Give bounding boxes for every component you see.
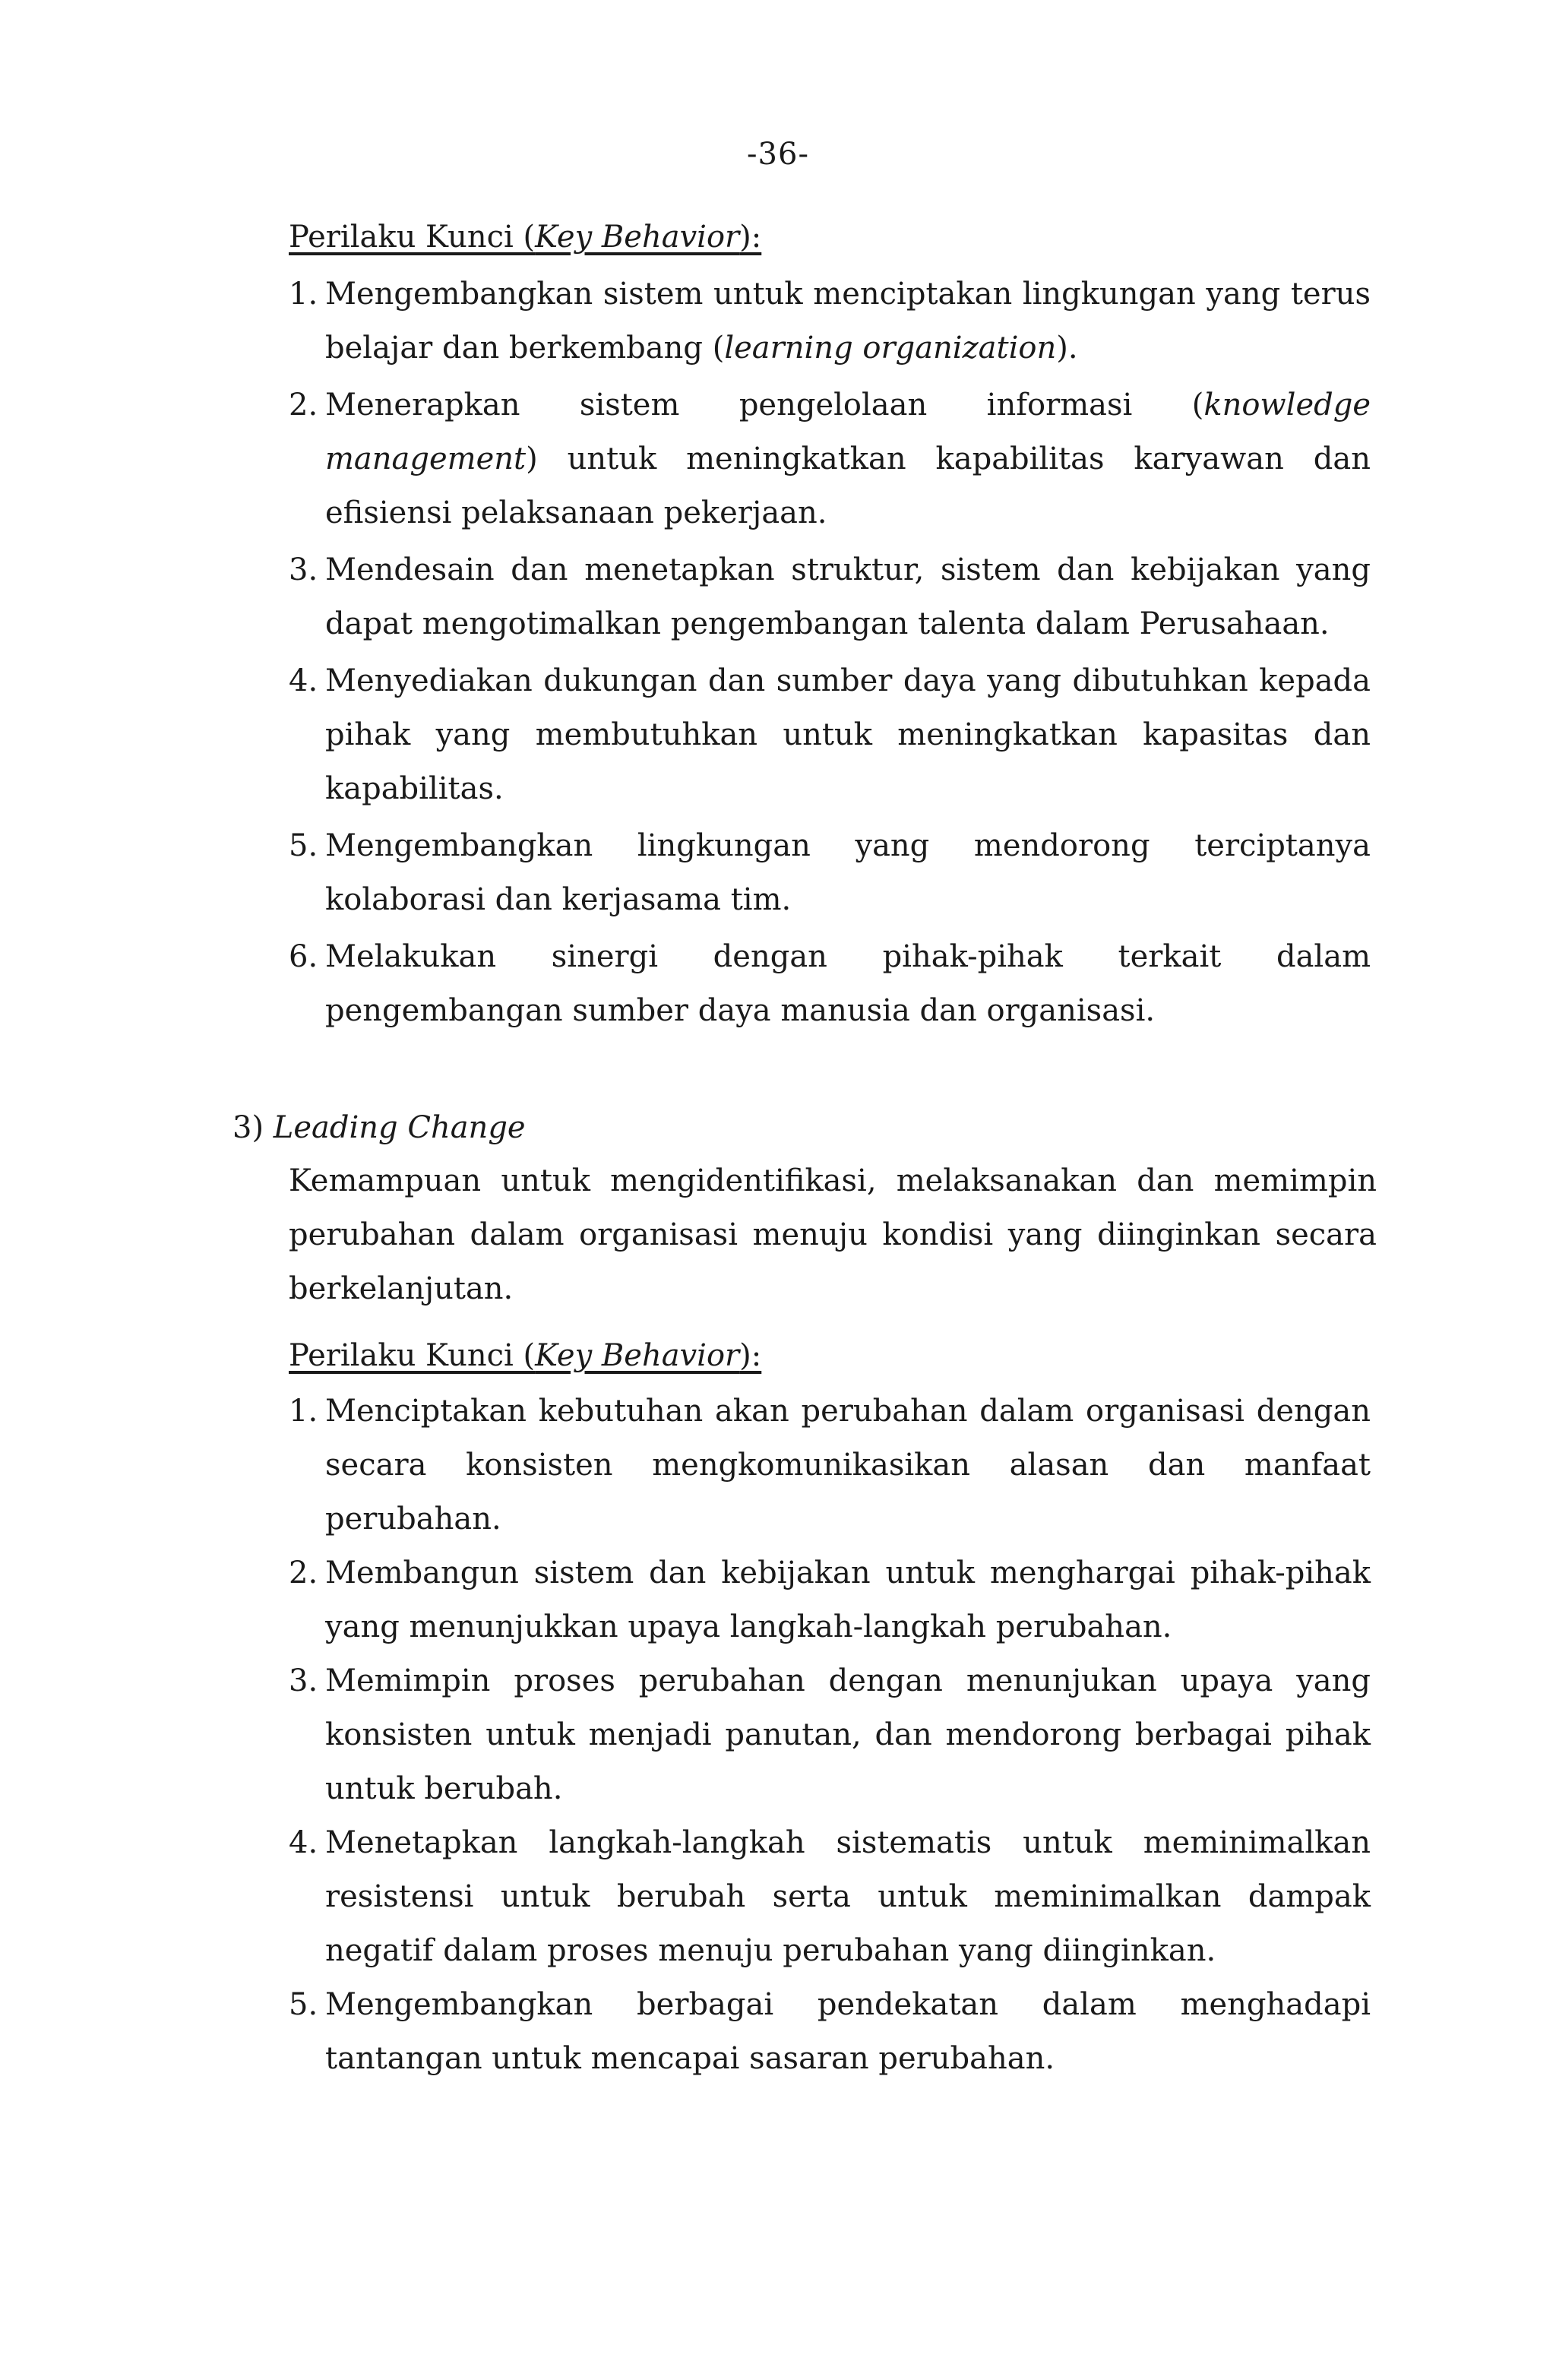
heading-italic: Key Behavior [535,1338,740,1373]
item-number: 2. [289,1556,318,1590]
heading-suffix: ): [739,220,762,255]
item-text: Mendesain dan menetapkan struktur, sistem dan kebijakan yang dapat mengotimalkan pengembangan talenta dalam Perusahaan. [325,552,1371,641]
list-item [289,1546,1371,1654]
section-title: Leading Change [273,1110,526,1145]
list-item [289,819,1371,927]
heading-prefix: Perilaku Kunci ( [289,220,536,255]
item-text: Menciptakan kebutuhan akan perubahan dalam organisasi dengan secara konsisten mengkomunikasikan alasan dan manfaat perubahan. [325,1394,1371,1537]
list-item [289,1654,1371,1816]
item-text: Membangun sistem dan kebijakan untuk menghargai pihak-pihak yang menunjukkan upaya langkah-langkah perubahan. [325,1556,1371,1644]
heading-italic: Key Behavior [535,220,740,255]
item-number: 3. [289,552,318,587]
item-number: 5. [289,1987,318,2022]
item-italic: knowledge management [325,388,1371,476]
item-text: Mengembangkan sistem untuk menciptakan lingkungan yang terus belajar dan berkembang ( [325,277,1371,366]
item-number: 4. [289,663,318,698]
list-item [289,930,1371,1038]
list-item [289,267,1371,375]
item-text-end: ). [1056,331,1078,366]
item-number: 3. [289,1663,318,1698]
list-item [289,1816,1371,1978]
item-number: 6. [289,939,318,974]
key-behavior-heading [289,1328,761,1383]
item-text: Memimpin proses perubahan dengan menunjukan upaya yang konsisten untuk menjadi panutan, dan mendorong berbagai pihak untuk berubah. [325,1663,1371,1806]
heading-suffix: ): [739,1338,762,1373]
item-number: 5. [289,828,318,863]
list-item [289,1978,1371,2086]
item-text: Menetapkan langkah-langkah sistematis untuk meminimalkan resistensi untuk berubah serta untuk meminimalkan dampak negatif dalam proses menuju perubahan yang diinginkan. [325,1825,1371,1968]
item-text: Melakukan sinergi dengan pihak-pihak terkait dalam pengembangan sumber daya manusia dan organisasi. [325,939,1371,1028]
heading-prefix: Perilaku Kunci ( [289,1338,536,1373]
key-behavior-list [289,1385,1371,2086]
page-number: -36- [747,137,809,172]
item-text: Mengembangkan berbagai pendekatan dalam menghadapi tantangan untuk mencapai sasaran perubahan. [325,1987,1371,2076]
item-text: Mengembangkan lingkungan yang mendorong terciptanya kolaborasi dan kerjasama tim. [325,828,1371,917]
item-text: Menyediakan dukungan dan sumber daya yang dibutuhkan kepada pihak yang membutuhkan untuk meningkatkan kapasitas dan kapabilitas. [325,663,1371,806]
list-item [289,378,1371,540]
item-number: 1. [289,277,318,312]
list-item [289,654,1371,816]
item-number: 4. [289,1825,318,1860]
section-description: Kemampuan untuk mengidentifikasi, melaksanakan dan memimpin perubahan dalam organisasi menuju kondisi yang diinginkan secara berkelanjutan. [289,1163,1377,1306]
item-number: 1. [289,1394,318,1429]
item-number: 2. [289,388,318,423]
item-italic: learning organization [724,331,1057,366]
item-text: Menerapkan sistem pengelolaan informasi ( [325,388,1204,423]
list-item [289,543,1371,651]
key-behavior-list [289,267,1371,1038]
key-behavior-heading [289,210,761,264]
section-number: 3) [232,1110,264,1145]
section-heading [232,1100,526,1155]
item-text-end: ) untuk meningkatkan kapabilitas karyawan dan efisiensi pelaksanaan pekerjaan. [325,442,1371,530]
list-item [289,1385,1371,1546]
